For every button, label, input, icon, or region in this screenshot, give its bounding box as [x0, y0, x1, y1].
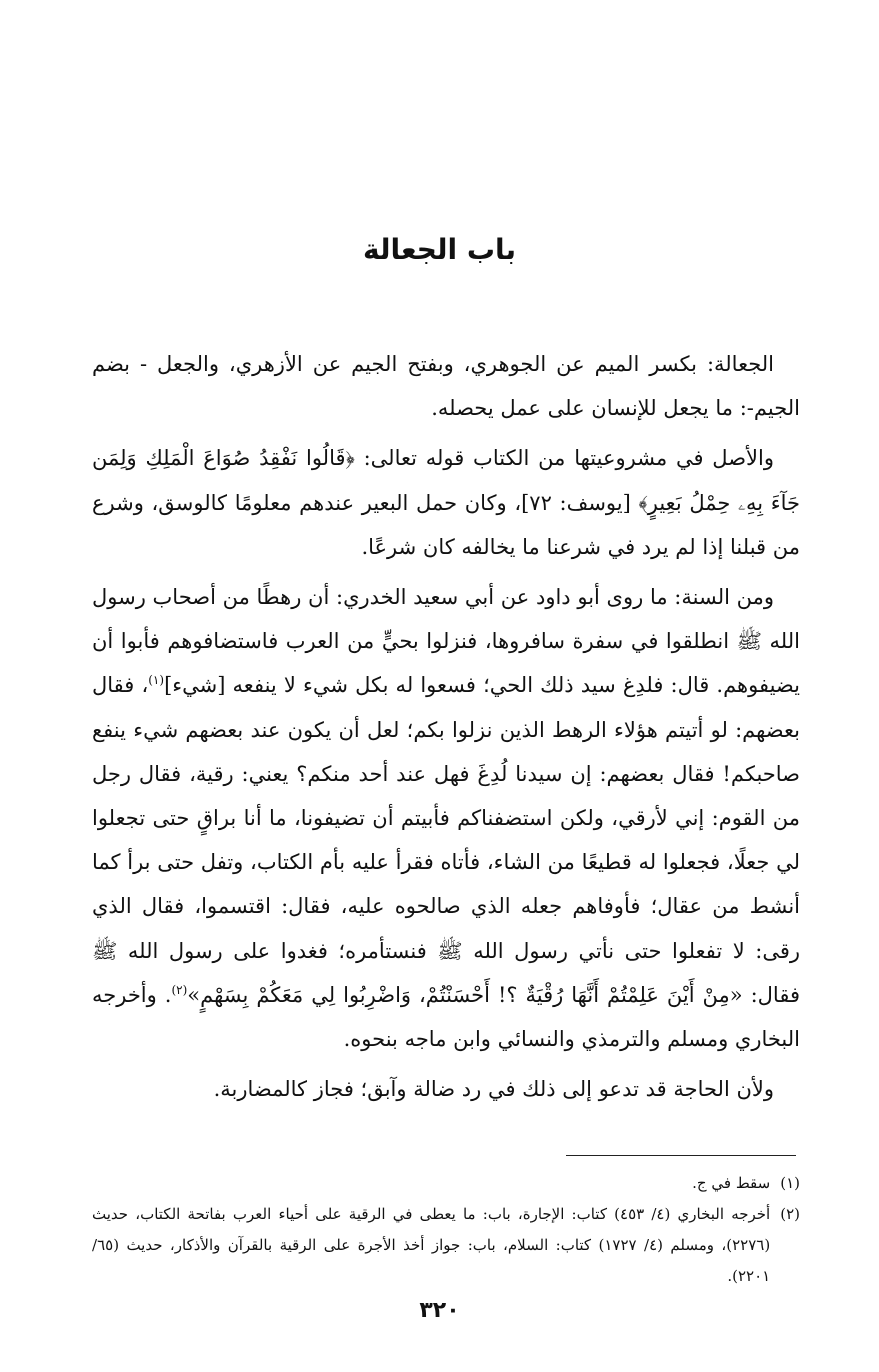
footnote-text: أخرجه البخاري (٤/ ٤٥٣) كتاب: الإجارة، باب: ما يعطى في الرقية على أحياء العرب بفاتحة الكتاب، حديث (٢٢٧٦)، ومسلم (٤/ ١٧٢٧) كتاب: السلام، باب: جواز أخذ الأجرة على الرقية بالقرآن والأذكار، حديث (٦٥/ ٢٢٠١).	[92, 1205, 771, 1285]
paragraph-sunnah-evidence	[92, 575, 800, 1061]
footnote-ref-1[interactable]: (١)	[148, 673, 165, 688]
footnote-2	[92, 1199, 800, 1292]
footnote-ref-2[interactable]: (٢)	[171, 982, 188, 997]
footnote-1	[92, 1168, 800, 1199]
footnote-text: سقط في ج.	[692, 1174, 771, 1192]
footnote-number: (١)	[780, 1174, 800, 1192]
paragraph-reasoning: ولأن الحاجة قد تدعو إلى ذلك في رد ضالة وآبق؛ فجاز كالمضاربة.	[213, 1077, 774, 1102]
chapter-title: باب الجعالة	[362, 233, 516, 266]
sunnah-text-part-3: . وأخرجه البخاري ومسلم والترمذي والنسائي وابن ماجه بنحوه.	[92, 982, 800, 1052]
paragraph-quran-evidence: والأصل في مشروعيتها من الكتاب قوله تعالى: ﴿قَالُوا نَفْقِدُ صُوَاعَ الْمَلِكِ وَلِمَن جَآءَ بِهِۦ حِمْلُ بَعِيرٍ﴾ [يوسف: ٧٢]، وكان حمل البعير عندهم معلومًا كالوسق، وشرع من قبلنا إذا لم يرد في شرعنا ما يخالفه كان شرعًا.	[92, 446, 800, 559]
footnotes	[92, 1168, 800, 1292]
main-text	[92, 342, 800, 1117]
paragraph-definition: الجعالة: بكسر الميم عن الجوهري، وبفتح الجيم عن الأزهري، والجعل - بضم الجيم-: ما يجعل للإنسان على عمل يحصله.	[92, 352, 800, 421]
sunnah-text-part-2: ، فقال بعضهم: لو أتيتم هؤلاء الرهط الذين نزلوا بكم؛ لعل أن يكون عند بعضهم شيء ينفع صاحبكم! فقال بعضهم: إن سيدنا لُدِغَ فهل عند أحد منكم؟ يعني: رقية، فقال رجل من القوم: إني لأرقي، ولكن استضفناكم فأبيتم أن تضيفونا، ما أنا براقٍ حتى تجعلوا لي جعلًا، فجعلوا له قطيعًا من الشاء، فأتاه فقرأ عليه بأم الكتاب، وتفل حتى برأ كما أنشط من عقال؛ فأوفاهم جعله الذي صالحوه عليه، فقال: اقتسموا، فقال الذي رقى: لا تفعلوا حتى نأتي رسول الله ﷺ فنستأمره؛ فغدوا على رسول الله ﷺ فقال: «مِنْ أَيْنَ عَلِمْتُمْ أَنَّهَا رُقْيَةٌ ؟! أَحْسَنْتُمْ، وَاضْرِبُوا لِي مَعَكُمْ بِسَهْمٍ»	[92, 673, 800, 1007]
footnote-number: (٢)	[780, 1205, 800, 1223]
page-number: ٣٢٠	[419, 1298, 460, 1323]
sunnah-text-part-1: ومن السنة: ما روى أبو داود عن أبي سعيد الخدري: أن رهطًا من أصحاب رسول الله ﷺ انطلقوا في سفرة سافروها، فنزلوا بحيٍّ من العرب فاستضافوهم فأبوا أن يضيفوهم. قال: فلدِغ سيد ذلك الحي؛ فسعوا له بكل شيء لا ينفعه [شيء]	[92, 585, 800, 698]
footnote-separator	[566, 1155, 796, 1156]
